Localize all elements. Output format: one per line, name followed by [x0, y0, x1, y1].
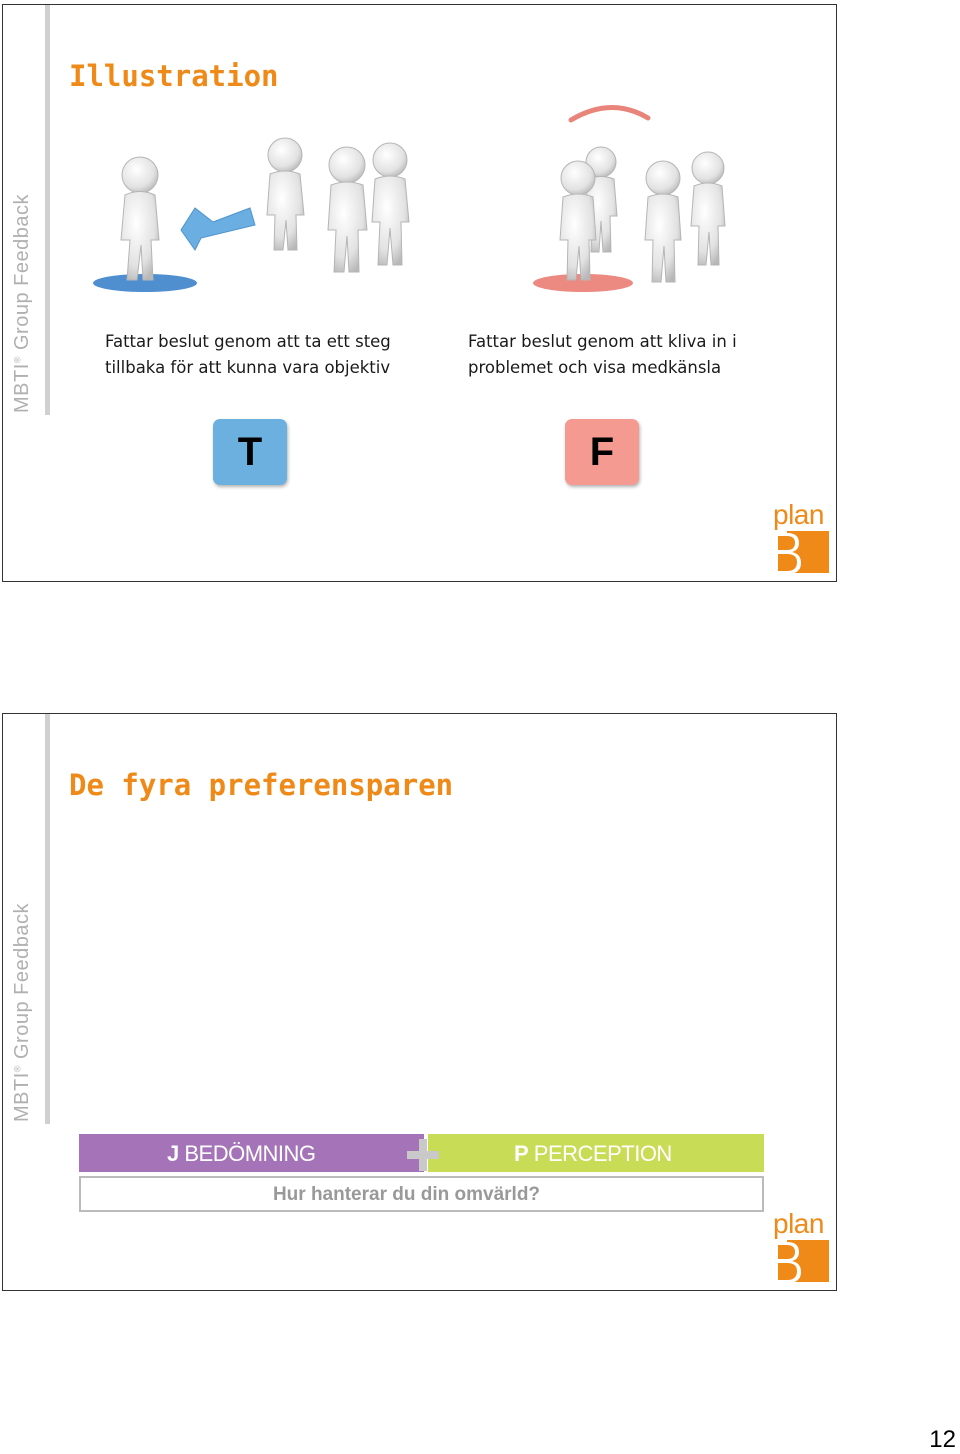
caption-feeling: Fattar beslut genom att kliva in i problemet och visa medkänsla [468, 332, 737, 377]
judging-bar [79, 1134, 424, 1172]
plus-icon [405, 1137, 441, 1173]
slide-title: De fyra preferensparen [69, 768, 454, 802]
page-number: 12 [929, 1426, 956, 1453]
logo-word: plan [773, 499, 824, 530]
perceiving-bar [428, 1134, 764, 1172]
question-text: Hur hanterar du din omvärld? [272, 1184, 541, 1205]
step-in-illustration-icon [523, 100, 743, 300]
judging-label: J BEDÖMNING [167, 1141, 316, 1166]
caption-thinking: Fattar beslut genom att ta ett steg tillbaka för att kunna vara objektiv [105, 332, 391, 377]
step-back-illustration-icon [85, 100, 425, 300]
slide-illustration [2, 4, 837, 582]
question-box [79, 1176, 764, 1212]
svg-text:B: B [773, 458, 784, 475]
sidebar-label: MBTI® Group Feedback [11, 903, 33, 1122]
logo-b-mark-icon [773, 1240, 829, 1284]
thinking-badge: T [213, 419, 287, 485]
slide-preference-pairs [2, 713, 837, 1291]
sidebar-label: MBTI® Group Feedback [11, 194, 33, 413]
side-strip [45, 5, 50, 415]
logo-word: plan [773, 1208, 824, 1239]
side-strip [45, 714, 50, 1124]
perceiving-label: P PERCEPTION [514, 1141, 672, 1166]
plan-b-logo [773, 458, 829, 577]
plan-b-logo [773, 1208, 829, 1286]
feeling-badge: F [565, 419, 639, 485]
slide-title: Illustration [69, 59, 279, 93]
